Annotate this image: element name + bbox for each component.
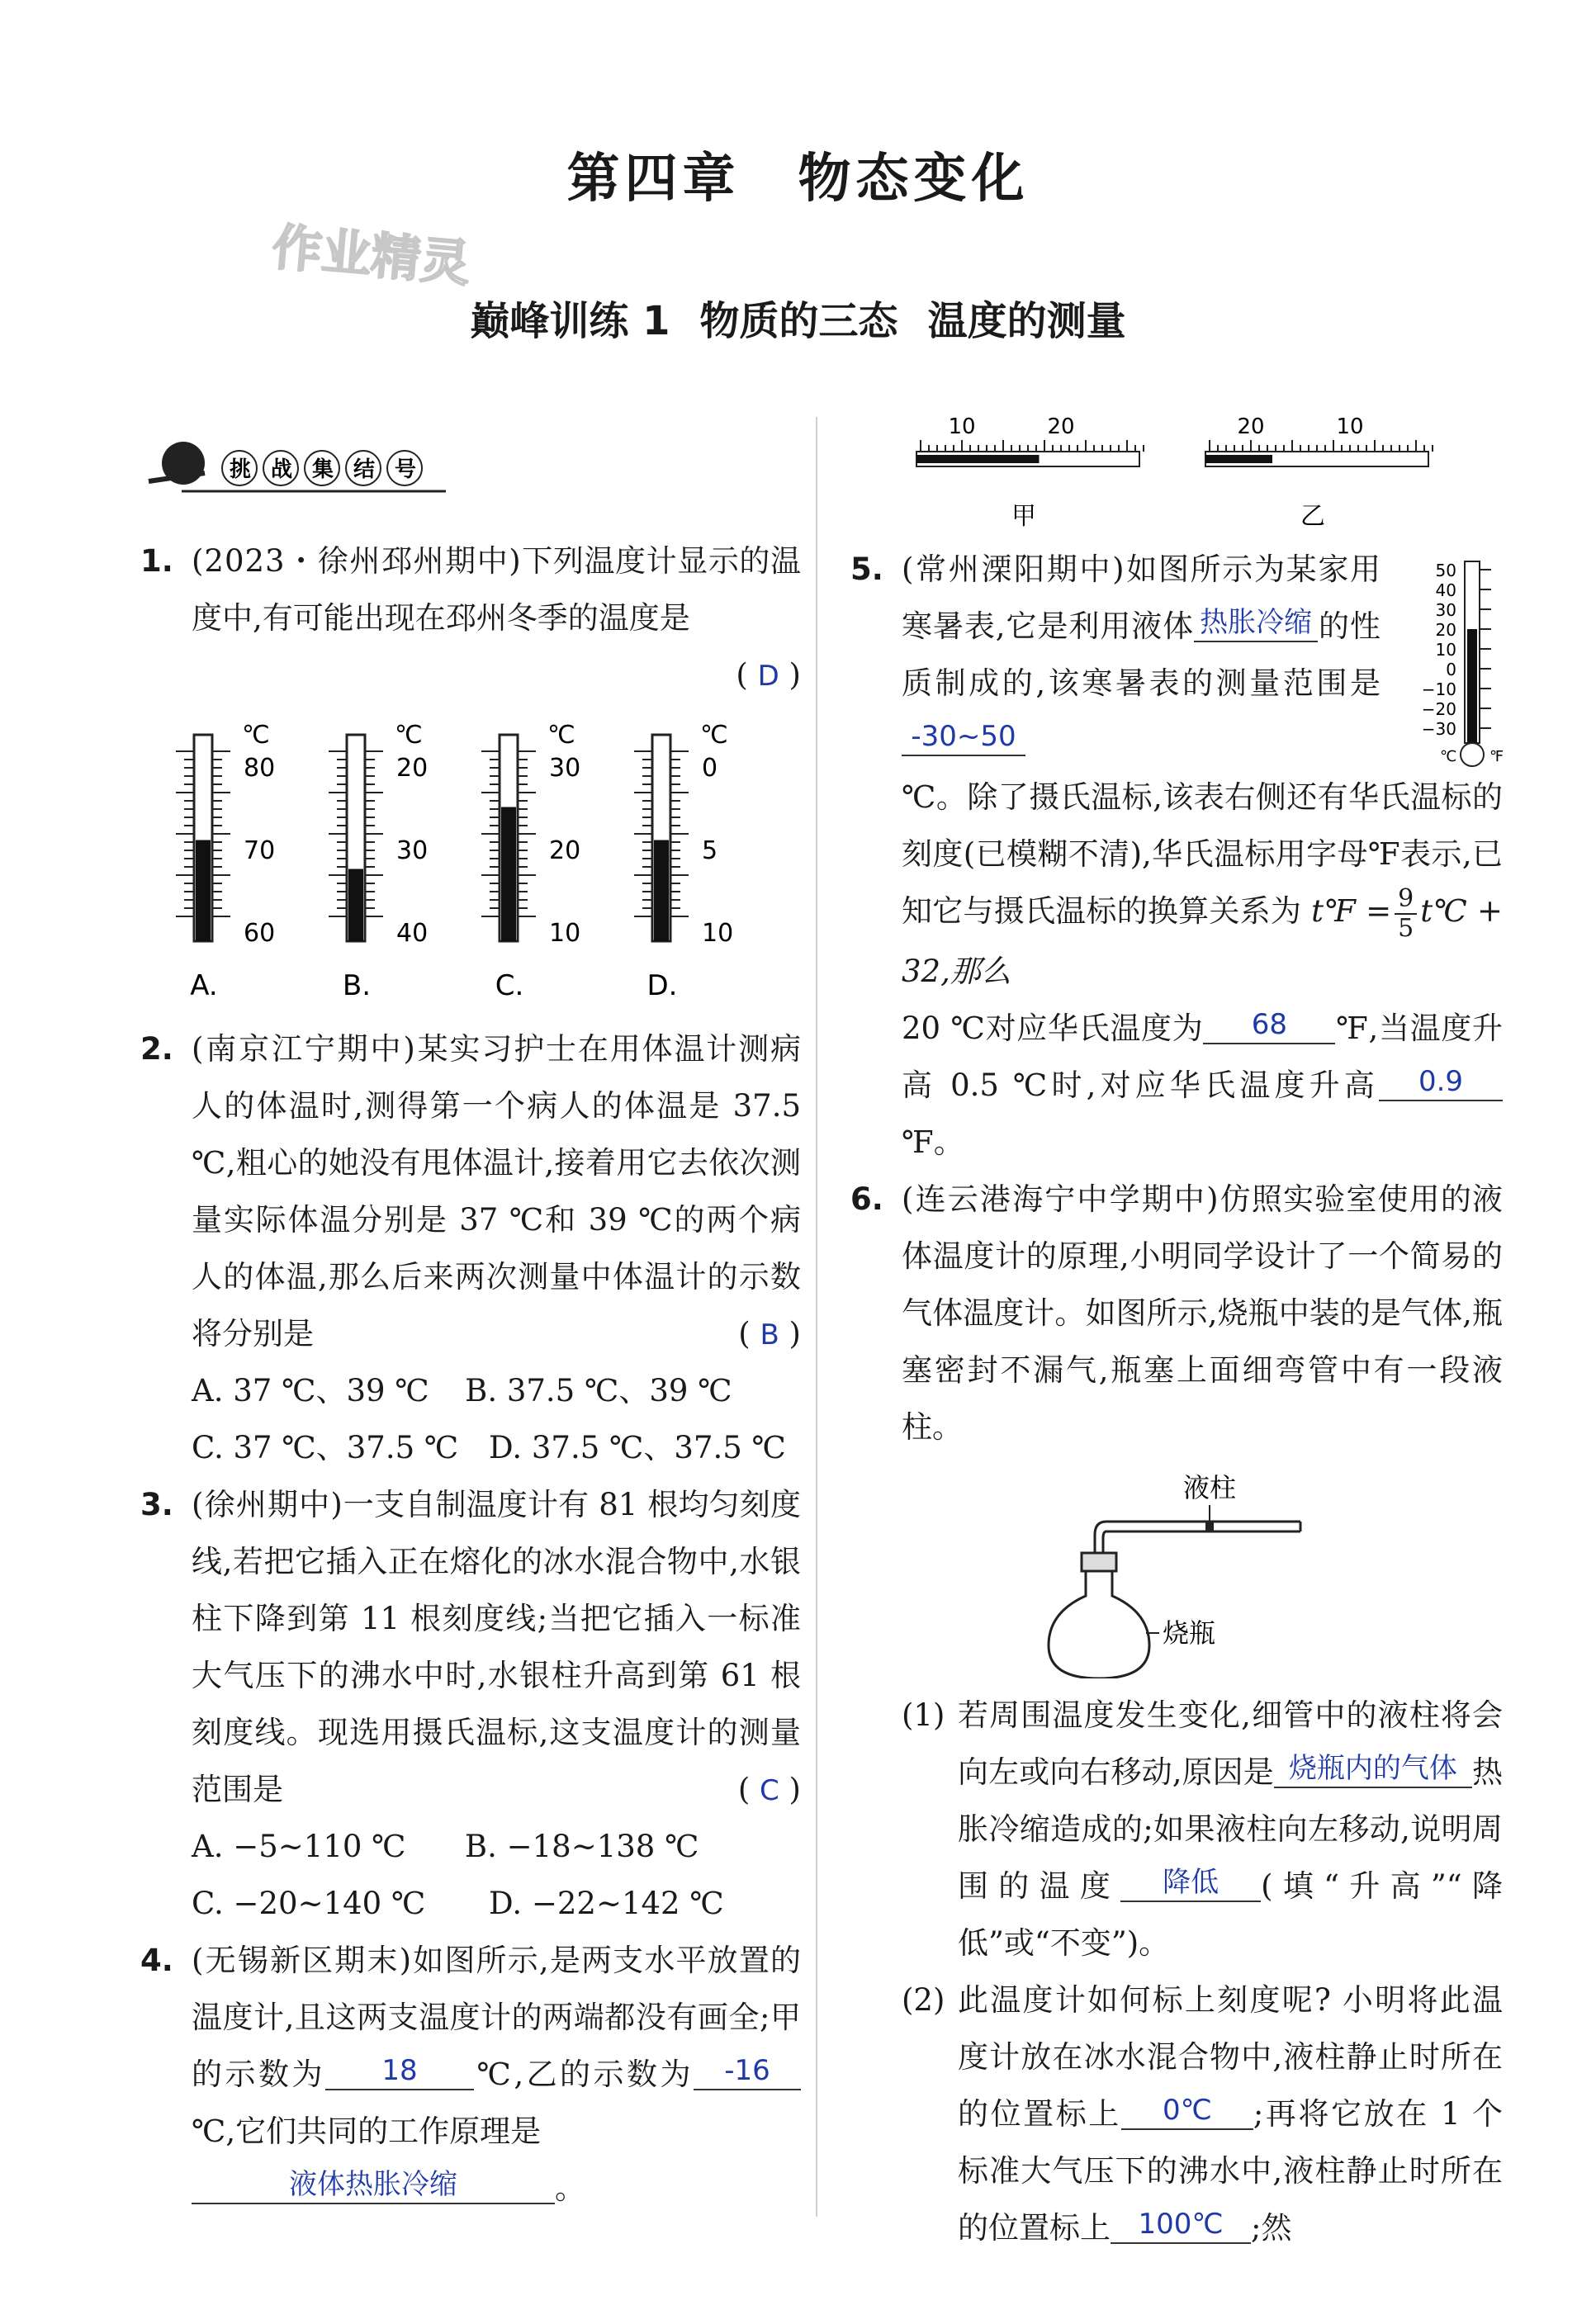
h-thermometer-liquid (916, 455, 1040, 463)
liquid-column-mark (1205, 1522, 1214, 1531)
formula-rhs: t℃ + 32,那么 (902, 893, 1503, 989)
tick-label: 10 (549, 919, 581, 948)
unit-label: ℃ (395, 721, 423, 750)
sub-question-number: (1) (902, 1697, 945, 1733)
formula-lhs: t℉ = (1311, 893, 1392, 929)
scale-label: 20 (1435, 620, 1456, 640)
question-source: (无锡新区期末) (192, 1943, 413, 1978)
tick-label: 70 (244, 836, 276, 865)
meter-bulb (1461, 743, 1484, 766)
tick-label: 5 (702, 836, 718, 865)
option-b: B. −18~138 ℃ (464, 1829, 699, 1864)
question-text: 如图所示为某家用寒暑表,它是利用液体 (902, 551, 1381, 644)
unit-f: ℉ (1489, 748, 1504, 765)
question-text-5: ℉,当温度升高 0.5 ℃时,对应华氏温度升高 (902, 1010, 1504, 1103)
tick-label: 20 (1237, 414, 1265, 439)
gas-thermometer-figure (850, 1456, 1503, 1678)
tick-label: 10 (1336, 414, 1364, 439)
option-label: A. (190, 969, 218, 1002)
option-c: C. −20~140 ℃ (192, 1886, 426, 1921)
answer-blank-3[interactable]: 液体热胀冷缩 (192, 2166, 555, 2204)
thermometer-liquid (196, 840, 211, 942)
answer-blank-1[interactable]: 热胀冷缩 (1194, 604, 1318, 642)
scale-label: 40 (1435, 580, 1456, 600)
sub-question-text-2: 热胀冷缩造成的;如果液柱向左移动,说明周围的温度 (958, 1754, 1504, 1904)
tick-label: 20 (1047, 414, 1075, 439)
option-b: B. 37.5 ℃、39 ℃ (465, 1373, 732, 1408)
answer-blank-2[interactable]: -30~50 (902, 718, 1025, 756)
section-label: 巅峰训练 1 (470, 298, 670, 344)
question-number: 1. (140, 543, 173, 579)
question-number: 3. (140, 1487, 173, 1522)
question-text-4: 。 (555, 2170, 585, 2206)
thermometer-figure (161, 710, 805, 1015)
question-text: 某实习护士在用体温计测病人的体温时,测得第一个病人的体温是 37.5 ℃,粗心的她没有甩体温计,接着用它去依次测量实际体温分别是 37 ℃和 39 ℃的两个病人的体温,那么后来两次测量中体温计的示数将分别是 (192, 1031, 801, 1351)
question-text-4: 20 ℃对应华氏温度为 (902, 1010, 1204, 1046)
question-1: 1. (2023・徐州邳州期中)下列温度计显示的温度中,有可能出现在邳州冬季的温度是 ( D ) ℃ 80 70 60 A. ℃ 20 30 40 B. ℃ 30 20 10 C. ℃ 0 5 10 D. (140, 533, 801, 1015)
answer-blank-1[interactable]: 烧瓶内的气体 (1274, 1750, 1472, 1788)
label-liquid-column: 液柱 (1182, 1471, 1237, 1503)
question-source: (2023・徐州邳州期中) (192, 543, 522, 579)
tick-label: 30 (396, 836, 429, 865)
question-source: (连云港海宁中学期中) (902, 1181, 1219, 1217)
question-2: 2. (南京江宁期中)某实习护士在用体温计测病人的体温时,测得第一个病人的体温是 37.5 ℃,粗心的她没有甩体温计,接着用它去依次测量实际体温分别是 37 ℃和 39 ℃的两个病人的体温,那么后来两次测量中体温计的示数将分别是 ( B ) A. 37 ℃、39 ℃ B. 37.5 ℃、39 ℃ C. 37 ℃、37.5 ℃ D. 37.5 ℃、37.5 ℃ (140, 1020, 801, 1476)
answer-blank-4[interactable]: 0.9 (1379, 1063, 1503, 1101)
answer-choice: C (760, 1774, 779, 1807)
question-source: (徐州期中) (192, 1487, 343, 1522)
question-source: (常州溧阳期中) (902, 551, 1125, 587)
answer-blank-2[interactable]: -16 (694, 2052, 801, 2090)
unit-label: ℃ (242, 721, 270, 750)
scale-label: −30 (1421, 719, 1456, 739)
question-text: 如图所示,是两支水平放置的温度计,且这两支温度计的两端都没有画全;甲的示数为 (192, 1943, 801, 2092)
option-label: C. (495, 969, 524, 1002)
question-text-6: ℉。 (902, 1124, 964, 1160)
tick-label: 80 (244, 754, 276, 783)
badge-text: 挑战集结号 (230, 457, 437, 482)
unit-c: ℃ (1440, 748, 1457, 765)
question-3: 3. (徐州期中)一支自制温度计有 81 根均匀刻度线,若把它插入正在熔化的冰水混合物中,水银柱下降到第 11 根刻度线;当把它插入一标准大气压下的沸水中时,水银柱升高到第 61 根刻度线。现选用摄氏温标,这支温度计的测量范围是 ( C ) A. −5~110 ℃ B. −18~138 ℃ C. −20~140 ℃ D. −22~142 ℃ (140, 1476, 801, 1932)
tick-label: 20 (396, 754, 429, 783)
watermark: 作业精灵 (269, 218, 473, 294)
sub-question-text-3: (填“升高”“降低”或“不变”)。 (958, 1867, 1503, 1961)
question-text-2: ℃,乙的示数为 (473, 2057, 694, 2092)
label-yi: 乙 (1300, 502, 1325, 531)
option-d: D. −22~142 ℃ (489, 1886, 724, 1921)
h-thermometer-liquid (1205, 455, 1272, 463)
scale-label: −20 (1421, 699, 1456, 719)
tick-label: 40 (396, 919, 429, 948)
challenge-badge (132, 433, 454, 499)
scale-label: 30 (1435, 600, 1456, 620)
column-divider (816, 417, 817, 2217)
tick-label: 30 (549, 754, 581, 783)
question-text-2: 的性质制成的,该寒暑表的测量范围是 (902, 608, 1381, 701)
scale-label: −10 (1421, 679, 1456, 699)
option-a: A. 37 ℃、39 ℃ (192, 1373, 429, 1408)
tick-label: 10 (702, 919, 734, 948)
section-topic-2: 温度的测量 (927, 298, 1126, 344)
option-d: D. 37.5 ℃、37.5 ℃ (489, 1430, 786, 1465)
section-topic-1: 物质的三态 (699, 298, 898, 344)
scale-label: 10 (1435, 640, 1456, 660)
question-text: 一支自制温度计有 81 根均匀刻度线,若把它插入正在熔化的冰水混合物中,水银柱下降到第 11 根刻度线;当把它插入一标准大气压下的沸水中时,水银柱升高到第 61 根刻度线。现选用摄氏温标,这支温度计的测量范围是 (192, 1487, 801, 1807)
cold-heat-meter-figure (1412, 545, 1536, 784)
horizontal-thermometers-figure (900, 409, 1527, 533)
answer-choice: B (760, 1318, 779, 1351)
sub-question-text-2: ;再将它放在 1 个标准大气压下的沸水中,液柱静止时所在的位置标上 (958, 2095, 1503, 2246)
question-number: 2. (140, 1031, 173, 1067)
section-title (0, 289, 1596, 346)
question-number: 4. (140, 1943, 173, 1978)
answer-choice: D (757, 660, 779, 693)
left-column (140, 533, 801, 2217)
question-6-part-1 (902, 1687, 1503, 1972)
thermometer-liquid (654, 840, 669, 942)
meter-liquid (1467, 629, 1477, 743)
answer-blank-1[interactable]: 18 (325, 2052, 474, 2090)
question-4 (140, 1932, 801, 2217)
label-jia: 甲 (1011, 502, 1036, 531)
question-text-3: ℃,它们共同的工作原理是 (192, 2114, 542, 2149)
chapter-title: 第四章 物态变化 (566, 148, 1030, 210)
thermometer-liquid (501, 807, 516, 942)
option-c: C. 37 ℃、37.5 ℃ (192, 1430, 459, 1465)
label-flask: 烧瓶 (1163, 1617, 1216, 1649)
question-text: 仿照实验室使用的液体温度计的原理,小明同学设计了一个简易的气体温度计。如图所示,烧瓶中装的是气体,瓶塞密封不漏气,瓶塞上面细弯管中有一段液柱。 (902, 1181, 1503, 1445)
right-column (850, 541, 1503, 2256)
tick-label: 20 (549, 836, 581, 865)
sub-question-text: 此温度计如何标上刻度呢? 小明将此温度计放在冰水混合物中,液柱静止时所在的位置标上 (958, 1981, 1503, 2132)
answer-blank-1[interactable]: 0℃ (1121, 2092, 1253, 2130)
sub-question-text: 若周围温度发生变化,细管中的液柱将会向左或向右移动,原因是 (958, 1697, 1503, 1790)
question-source: (南京江宁期中) (192, 1031, 416, 1067)
fraction-denominator: 5 (1398, 913, 1414, 943)
question-6 (850, 1171, 1503, 1678)
option-label: B. (342, 969, 372, 1002)
fraction-numerator: 9 (1395, 885, 1417, 915)
answer-blank-2[interactable]: 降低 (1120, 1864, 1261, 1902)
question-5 (850, 541, 1503, 1171)
tick-label: 60 (244, 919, 276, 948)
question-number: 6. (850, 1181, 883, 1217)
tick-label: 10 (948, 414, 976, 439)
unit-label: ℃ (547, 721, 575, 750)
sub-question-text-3: ;然 (1251, 2209, 1292, 2246)
answer-blank-2[interactable]: 100℃ (1111, 2206, 1251, 2244)
question-number: 5. (850, 551, 883, 587)
option-a: A. −5~110 ℃ (192, 1829, 406, 1864)
unit-label: ℃ (700, 721, 728, 750)
question-text-3: ℃。除了摄氏温标,该表右侧还有华氏温标的刻度(已模糊不清),华氏温标用字母℉表示,已知它与摄氏温标的换算关系为 (902, 779, 1503, 929)
thermometer-liquid (348, 869, 363, 942)
sub-question-number: (2) (902, 1981, 945, 2018)
scale-label: 0 (1446, 660, 1456, 679)
option-label: D. (646, 969, 678, 1002)
answer-blank-3[interactable]: 68 (1203, 1006, 1335, 1044)
question-6-part-2 (902, 1972, 1503, 2256)
formula-fraction (1395, 885, 1417, 943)
scale-label: 50 (1435, 561, 1456, 580)
tick-label: 0 (702, 754, 718, 783)
question-text: 下列温度计显示的温度中,有可能出现在邳州冬季的温度是 (192, 543, 801, 636)
